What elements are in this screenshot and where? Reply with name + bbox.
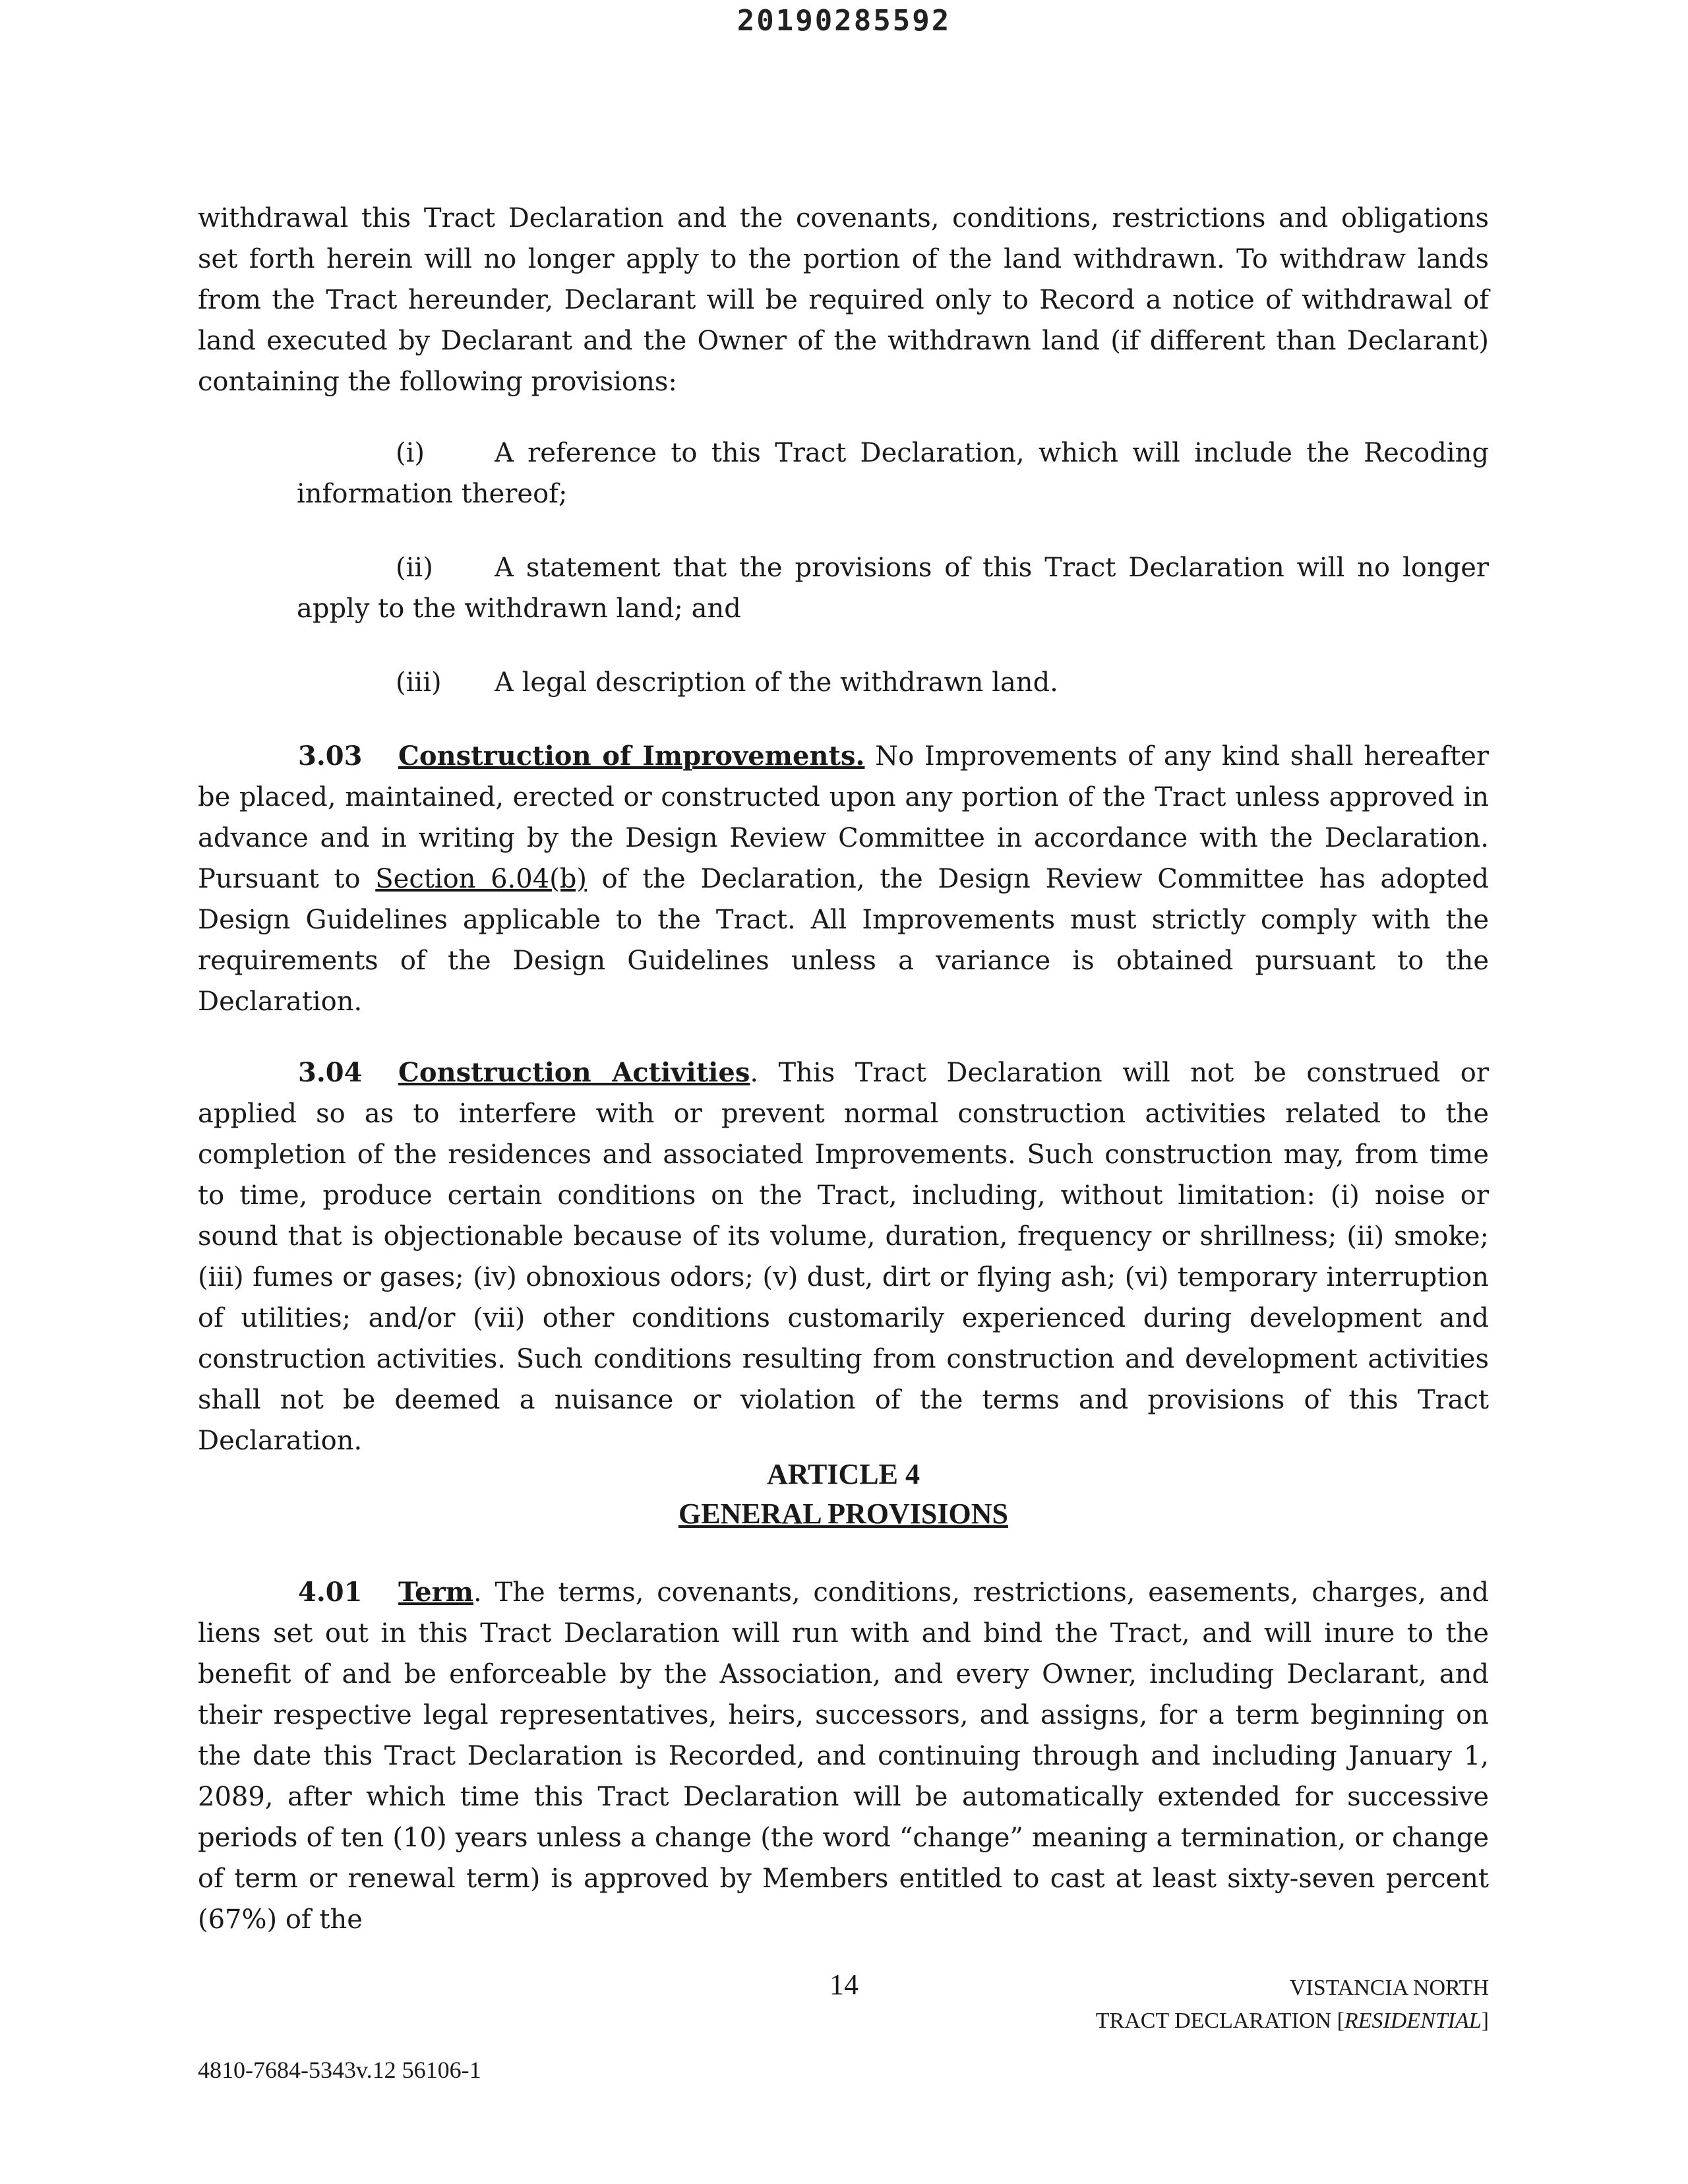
record-number: 20190285592 bbox=[737, 4, 951, 38]
document-id: 4810-7684-5343v.12 56106-1 bbox=[198, 2057, 481, 2083]
section-reference: Section 6.04(b) bbox=[375, 864, 587, 894]
section-number: 4.01 bbox=[298, 1577, 363, 1608]
section-text: No Improvements of any kind shall hereafter be placed, maintained, erected or constructed upon any portion of the Tract unless approved in advance and in writing by the Design Review Committee in accordance with the Declaration. Pursuant to bbox=[198, 741, 1489, 894]
list-item bbox=[297, 547, 1489, 629]
article-title: GENERAL PROVISIONS bbox=[678, 1498, 1008, 1530]
list-item-number: (iii) bbox=[396, 667, 442, 698]
section-text: . The terms, covenants, conditions, restrictions, easements, charges, and liens set out in this Tract Declaration will run with and bind the Tract, and will inure to the benefit of and be enforceable by the Association, and every Owner, including Declarant, and their respective legal representatives, heirs, successors, and assigns, for a term beginning on the date this Tract Declaration is Recorded, and continuing through and including January 1, 2089, after which time this Tract Declaration will be automatically extended for successive periods of ten (10) years unless a change (the word “change” meaning a termination, or change of term or renewal term) is approved by Members entitled to cast at least sixty-seven percent (67%) of the bbox=[198, 1577, 1489, 1935]
list-item bbox=[297, 433, 1489, 514]
section-4-01 bbox=[198, 1572, 1489, 1940]
list-item-number: (ii) bbox=[396, 553, 433, 583]
paragraph-withdrawal: withdrawal this Tract Declaration and the covenants, conditions, restrictions and obligations set forth herein will no longer apply to the portion of the land withdrawn. To withdraw lands from the Tract hereunder, Declarant will be required only to Record a notice of withdrawal of land executed by Declarant and the Owner of the withdrawn land (if different than Declarant) containing the following provisions: bbox=[198, 203, 1489, 397]
section-number: 3.03 bbox=[298, 741, 363, 772]
section-heading: Construction of Improvements. bbox=[398, 741, 865, 772]
article-number: ARTICLE 4 bbox=[767, 1458, 920, 1490]
section-heading: Construction Activities bbox=[398, 1057, 750, 1088]
list-item bbox=[297, 662, 1489, 703]
document-name-line1: VISTANCIA NORTH bbox=[1289, 1976, 1489, 2000]
list-item-text: A reference to this Tract Declaration, which will include the Recoding information thereof; bbox=[297, 438, 1489, 509]
list-item-number: (i) bbox=[396, 438, 425, 468]
list-item-text: A statement that the provisions of this Tract Declaration will no longer apply to the withdrawn land; and bbox=[297, 553, 1489, 624]
article-heading bbox=[198, 1455, 1489, 1534]
document-name-line2: TRACT DECLARATION [RESIDENTIAL] bbox=[1095, 2009, 1489, 2033]
section-3-03 bbox=[198, 736, 1489, 1022]
document-name bbox=[1096, 1972, 1489, 2038]
section-text: . This Tract Declaration will not be construed or applied so as to interfere with or prevent normal construction activities related to the completion of the residences and associated Improvements. Such construction may, from time to time, produce certain conditions on the Tract, including, without limitation: (i) noise or sound that is objectionable because of its volume, duration, frequency or shrillness; (ii) smoke; (iii) fumes or gases; (iv) obnoxious odors; (v) dust, dirt or flying ash; (vi) temporary interruption of utilities; and/or (vii) other conditions customarily experienced during development and construction activities. Such conditions resulting from construction and development activities shall not be deemed a nuisance or violation of the terms and provisions of this Tract Declaration. bbox=[198, 1058, 1489, 1456]
page-number: 14 bbox=[829, 1968, 859, 2001]
section-heading: Term bbox=[398, 1577, 474, 1608]
list-item-text: A legal description of the withdrawn land. bbox=[495, 667, 1058, 698]
section-number: 3.04 bbox=[298, 1057, 363, 1088]
section-text: of the Declaration, the Design Review Committee has adopted Design Guidelines applicable to the Tract. All Improvements must strictly comply with the requirements of the Design Guidelines unless a variance is obtained pursuant to the Declaration. bbox=[198, 864, 1489, 1017]
section-3-04 bbox=[198, 1052, 1489, 1461]
